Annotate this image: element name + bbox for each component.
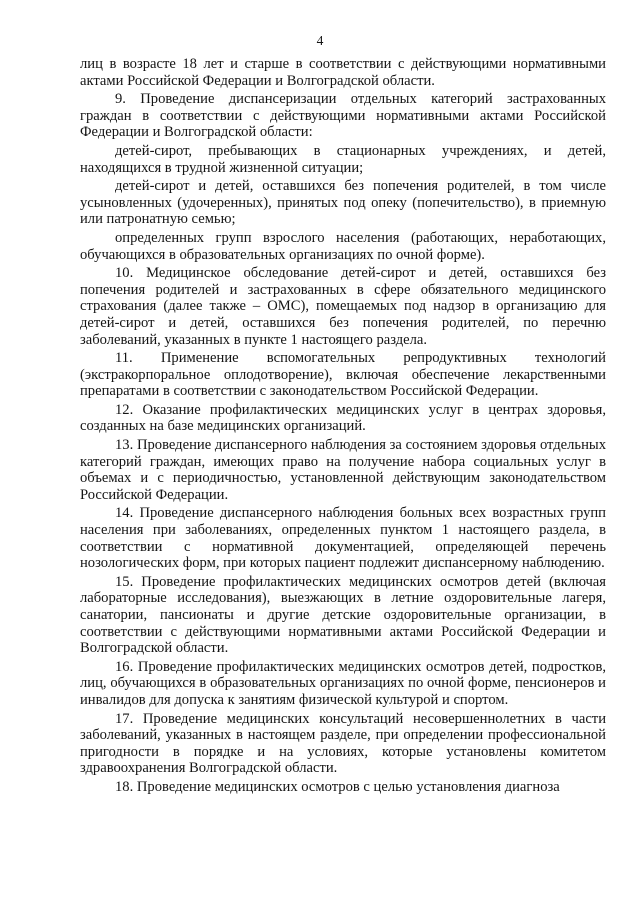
paragraph-item-17: 17. Проведение медицинских консультаций несовершеннолетних в части заболеваний, указанных в настоящем разделе, при определении профессиональной пригодности в порядке и на условиях, которые установлены комитетом здравоохранения Волгоградской области. (80, 710, 606, 777)
paragraph-item-9: 9. Проведение диспансеризации отдельных категорий застрахованных граждан в соответствии с действующими нормативными актами Российской Федерации и Волгоградской области: (80, 91, 606, 141)
paragraph-item-18: 18. Проведение медицинских осмотров с целью установления диагноза (115, 778, 560, 795)
paragraph-item-14: 14. Проведение диспансерного наблюдения больных всех возрастных групп населения при заболеваниях, определенных пунктом 1 настоящего раздела, в соответствии с нормативной документацией, определяющей перечень нозологических форм, при которых пациент подлежит диспансерному наблюдению. (80, 505, 606, 572)
paragraph-continuation: лиц в возрасте 18 лет и старше в соответствии с действующими нормативными актами Российской Федерации и Волгоградской области. (80, 56, 606, 89)
paragraph-item-15: 15. Проведение профилактических медицинских осмотров детей (включая лабораторные исследования), выезжающих в летние оздоровительные лагеря, санатории, пансионаты и другие детские оздоровительные организации, в соответствии с действующими нормативными актами Российской Федерации и Волгоградской области. (80, 573, 606, 657)
paragraph-item-12: 12. Оказание профилактических медицинских услуг в центрах здоровья, созданных на базе медицинских организаций. (80, 401, 606, 435)
paragraph-item-10: 10. Медицинское обследование детей-сирот и детей, оставшихся без попечения родителей и застрахованных в сфере обязательного медицинского страхования (далее также – ОМС), помещаемых под надзор в организацию для детей-сирот и детей, оставшихся без попечения родителей, по перечню заболеваний, указанных в пункте 1 настоящего раздела. (80, 265, 606, 348)
paragraph-item-11: 11. Применение вспомогательных репродуктивных технологий (экстракорпоральное оплодотворение), включая обеспечение лекарственными препаратами в соответствии с законодательством Российской Федерации. (80, 350, 606, 400)
paragraph-item-13: 13. Проведение диспансерного наблюдения за состоянием здоровья отдельных категорий граждан, имеющих право на получение набора социальных услуг в объемах и с периодичностью, установленной действующим законодательством Российской Федерации. (80, 437, 606, 503)
page-number: 4 (316, 33, 324, 48)
paragraph-item-9-sub-3: определенных групп взрослого населения (работающих, неработающих, обучающихся в образовательных организациях по очной форме). (80, 229, 606, 263)
document-body (80, 56, 606, 798)
paragraph-item-9-sub-2: детей-сирот и детей, оставшихся без попечения родителей, в том числе усыновленных (удочеренных), принятых под опеку (попечительство), в приемную или патронатную семью; (80, 178, 606, 228)
paragraph-item-9-sub-1: детей-сирот, пребывающих в стационарных учреждениях, и детей, находящихся в трудной жизненной ситуации; (80, 142, 606, 176)
paragraph-item-16: 16. Проведение профилактических медицинских осмотров детей, подростков, лиц, обучающихся в образовательных организациях по очной форме, пенсионеров и инвалидов для допуска к занятиям физической культурой и спортом. (80, 658, 606, 708)
